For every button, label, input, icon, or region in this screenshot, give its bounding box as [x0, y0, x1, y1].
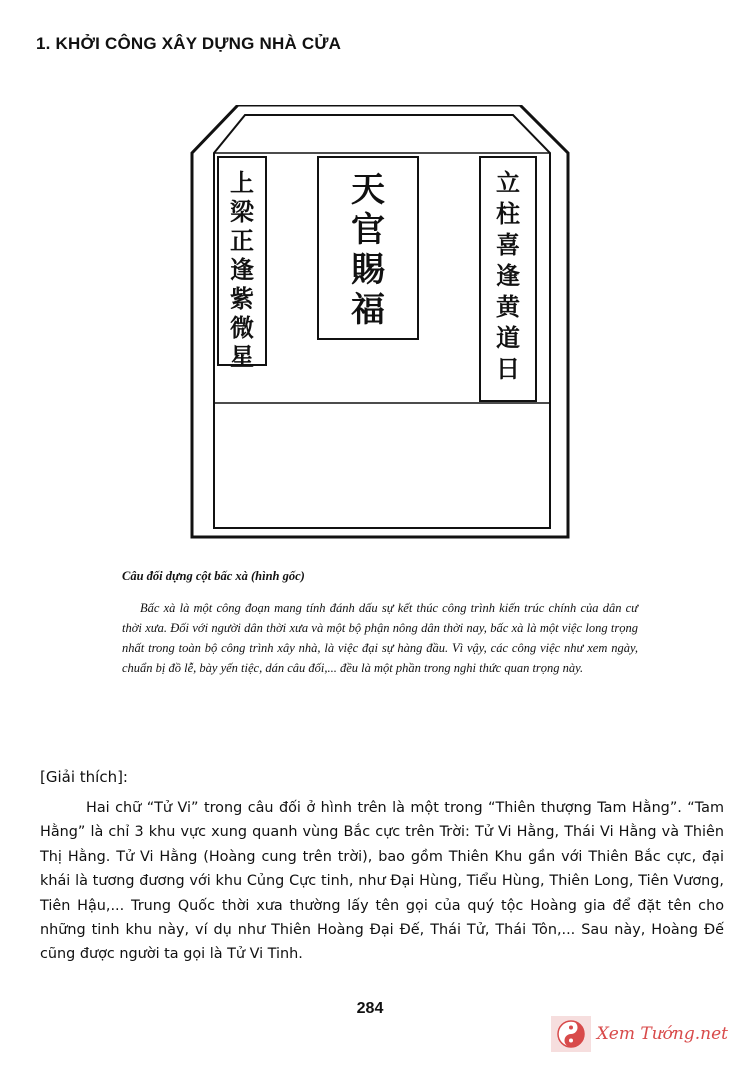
figure-caption-body: Bấc xà là một công đoạn mang tính đánh dấu sự kết thúc công trình kiến trúc chính của dân cư thời xưa. Đối với người dân thời xưa và một bộ phận nông dân thời nay, bấc xà là một việc long trọng nhất trong toàn bộ công trình xây nhà, là việc đại sự hàng đầu. Vì vậy, các công việc như xem ngày, chuẩn bị đồ lễ, bày yến tiệc, dán câu đối,... đều là một phần trong nghi thức quan trọng này. — [122, 601, 638, 675]
left_scroll-char: 梁 — [230, 197, 254, 226]
figure-caption-title: Câu đối dựng cột bấc xà (hình gốc) — [122, 569, 305, 583]
explanation-label: [Giải thích]: — [40, 768, 128, 786]
right_scroll-char: 喜 — [496, 230, 520, 259]
left_scroll-char: 紫 — [230, 284, 254, 313]
center_scroll-char: 天 — [351, 170, 385, 210]
house-outline-drawing — [190, 105, 570, 545]
right_scroll-char: 黄 — [496, 292, 520, 321]
left_scroll-char: 正 — [230, 226, 254, 255]
house-couplet-figure — [190, 105, 570, 545]
center_scroll-char: 福 — [351, 290, 385, 330]
left_scroll-char: 逢 — [230, 255, 254, 284]
center-scroll — [351, 170, 385, 330]
left-scroll — [230, 168, 255, 371]
watermark-text: Xem Tướng.net — [596, 1024, 728, 1044]
left_scroll-char: 上 — [230, 168, 254, 197]
left_scroll-char: 微 — [230, 313, 254, 342]
right_scroll-char: 道 — [496, 323, 520, 352]
explanation-body: Hai chữ “Tử Vi” trong câu đối ở hình trên là một trong “Thiên thượng Tam Hằng”. “Tam Hằng” là chỉ 3 khu vực xung quanh vùng Bắc cực trên Trời: Tử Vi Hằng, Thái Vi Hằng và Thiên Thị Hằng. Tử Vi Hằng (Hoàng cung trên trời), bao gồm Thiên Khu gần với Thiên Bắc cực, đại khái là tương đương với khu Củng Cực tinh, như Đại Hùng, Tiểu Hùng, Thiên Long, Tiên Vương, Tiên Hậu,... Trung Quốc thời xưa thường lấy tên gọi của quý tộc Hoàng gia để đặt tên cho những tinh khu này, ví dụ như Thiên Hoàng Đại Đế, Thái Tử, Thái Tôn,... Sau này, Hoàng Đế cũng được người ta gọi là Tử Vi Tinh. — [40, 800, 724, 963]
yin-yang-logo-icon — [551, 1016, 591, 1052]
site-watermark[interactable] — [551, 1016, 728, 1052]
left_scroll-char: 星 — [230, 342, 254, 371]
section-heading: 1. KHỞI CÔNG XÂY DỰNG NHÀ CỬA — [36, 34, 342, 53]
right_scroll-char: 柱 — [496, 199, 520, 228]
right_scroll-char: 逢 — [496, 261, 520, 290]
right_scroll-char: 立 — [496, 168, 520, 197]
page-number: 284 — [356, 1000, 384, 1017]
right-scroll — [496, 168, 521, 383]
right_scroll-char: 日 — [496, 354, 520, 383]
center_scroll-char: 官 — [351, 210, 385, 250]
center_scroll-char: 賜 — [351, 250, 385, 290]
